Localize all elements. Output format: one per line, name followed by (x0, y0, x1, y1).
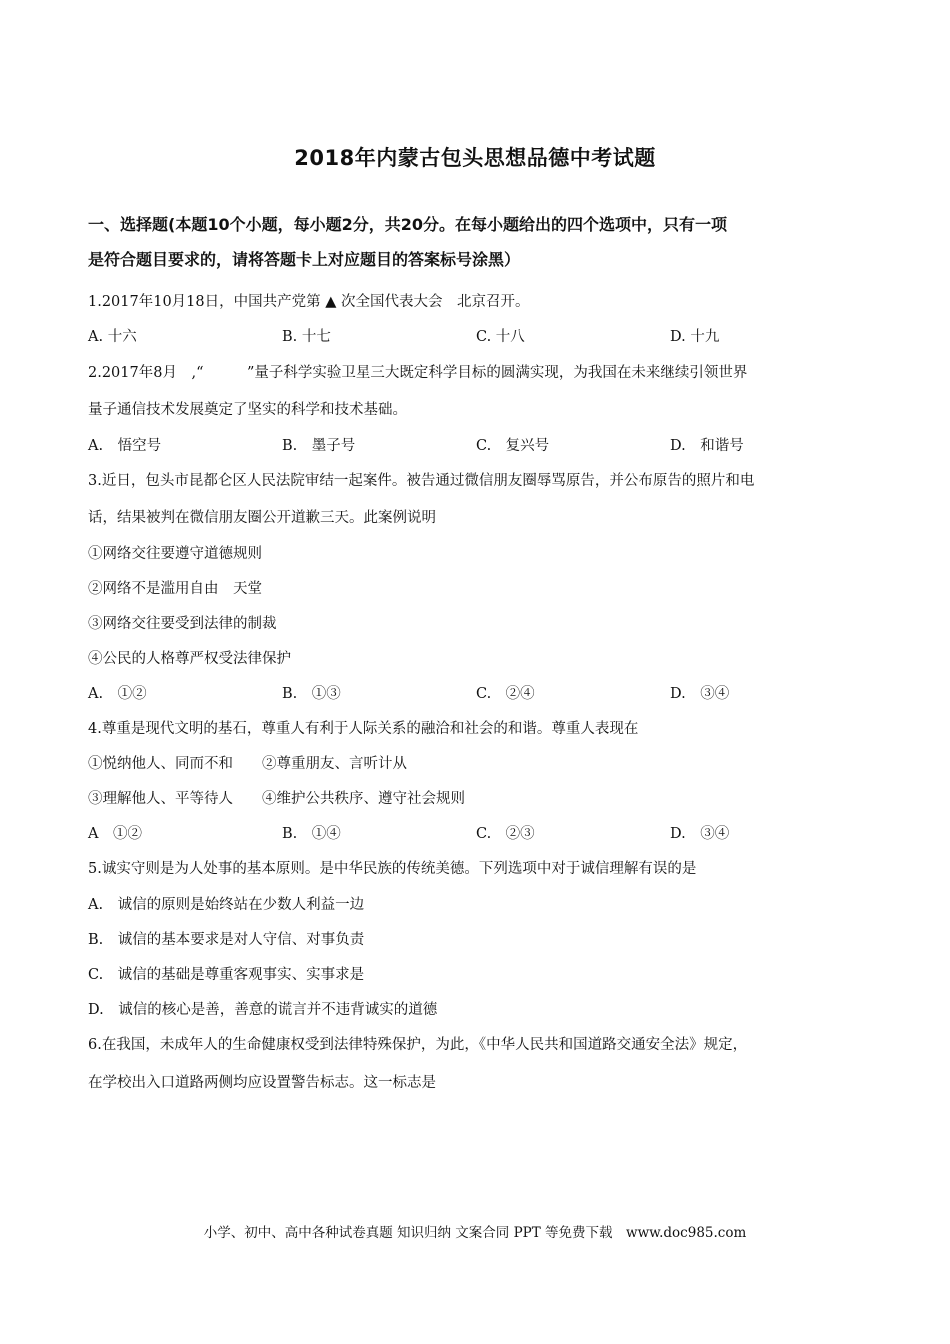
question-2-option-d: D. 和谐号 (670, 438, 744, 454)
question-5-stem: 5.诚实守则是为人处事的基本原则。是中华民族的传统美德。下列选项中对于诚信理解有误的是 (88, 861, 697, 877)
question-4-items-line-1: ①悦纳他人、同而不和 ②尊重朋友、言听计从 (88, 756, 407, 772)
question-1-option-d: D. 十九 (670, 329, 720, 345)
question-2-option-c: C. 复兴号 (476, 438, 550, 454)
question-4-option-a: A ①② (88, 826, 142, 842)
question-1-option-b: B. 十七 (282, 329, 331, 345)
question-2-option-b: B. 墨子号 (282, 438, 356, 454)
section-heading-line-1: 一、选择题(本题10个小题，每小题2分，共20分。在每小题给出的四个选项中，只有一项 (88, 215, 727, 234)
question-4-items-line-2: ③理解他人、平等待人 ④维护公共秩序、遵守社会规则 (88, 791, 465, 807)
question-6-stem-line-2: 在学校出入口道路两侧均应设置警告标志。这一标志是 (88, 1075, 436, 1091)
question-5-option-c: C. 诚信的基础是尊重客观事实、实事求是 (88, 967, 365, 983)
question-4-option-d: D. ③④ (670, 826, 730, 842)
question-5-option-d: D. 诚信的核心是善，善意的谎言并不违背诚实的道德 (88, 1002, 438, 1018)
question-3-item-3: ③网络交往要受到法律的制裁 (88, 616, 277, 632)
page-title: 2018年内蒙古包头思想品德中考试题 (294, 146, 656, 170)
question-3-item-4: ④公民的人格尊严权受法律保护 (88, 651, 291, 667)
question-2-stem-line-1: 2.2017年8月 ,“ ”量子科学实验卫星三大既定科学目标的圆满实现，为我国在未来继续引领世界 (88, 365, 748, 381)
question-5-option-b: B. 诚信的基本要求是对人守信、对事负责 (88, 932, 365, 948)
question-2-option-a: A. 悟空号 (88, 438, 162, 454)
question-3-stem-line-1: 3.近日，包头市昆都仑区人民法院审结一起案件。被告通过微信朋友圈辱骂原告，并公布原告的照片和电 (88, 473, 755, 489)
question-4-option-c: C. ②③ (476, 826, 535, 842)
question-6-stem-line-1: 6.在我国，未成年人的生命健康权受到法律特殊保护，为此，《中华人民共和国道路交通安全法》规定， (88, 1037, 748, 1053)
question-3-item-1: ①网络交往要遵守道德规则 (88, 546, 262, 562)
question-3-option-a: A. ①② (88, 686, 147, 702)
question-3-option-b: B. ①③ (282, 686, 341, 702)
page-footer: 小学、初中、高中各种试卷真题 知识归纳 文案合同 PPT 等免费下载 www.doc985.com (203, 1225, 747, 1241)
question-1-option-c: C. 十八 (476, 329, 525, 345)
question-4-stem: 4.尊重是现代文明的基石，尊重人有利于人际关系的融洽和社会的和谐。尊重人表现在 (88, 721, 639, 737)
question-3-stem-line-2: 话，结果被判在微信朋友圈公开道歉三天。此案例说明 (88, 510, 436, 526)
question-2-stem-line-2: 量子通信技术发展奠定了坚实的科学和技术基础。 (88, 402, 407, 418)
question-3-item-2: ②网络不是滥用自由 天堂 (88, 581, 262, 597)
question-1-option-a: A. 十六 (88, 329, 137, 345)
section-heading-line-2: 是符合题目要求的，请将答题卡上对应题目的答案标号涂黑） (88, 250, 521, 269)
question-1-stem: 1.2017年10月18日，中国共产党第 ▲ 次全国代表大会 北京召开。 (88, 294, 530, 310)
question-3-option-d: D. ③④ (670, 686, 730, 702)
question-5-option-a: A. 诚信的原则是始终站在少数人利益一边 (88, 897, 365, 913)
question-4-option-b: B. ①④ (282, 826, 341, 842)
question-3-option-c: C. ②④ (476, 686, 535, 702)
